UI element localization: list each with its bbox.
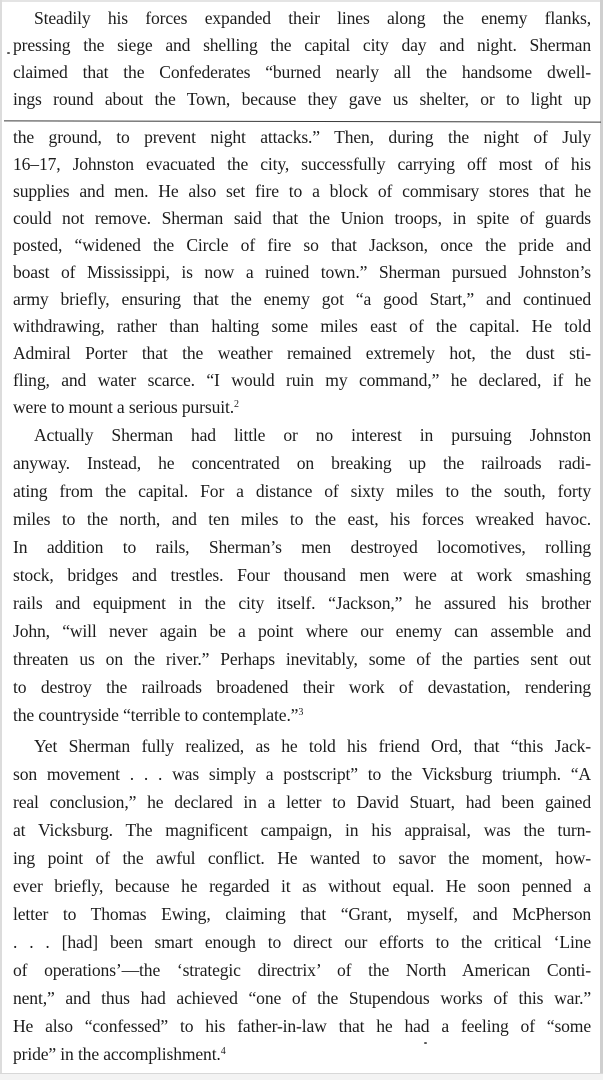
text-line: Actually Sherman had little or no interest in pursuing Johnston	[34, 425, 591, 445]
text-line: ating from the capital. For a distance of sixty miles to the south, forty	[13, 481, 591, 501]
text-line: ing point of the awful conflict. He wanted to savor the moment, how-	[13, 848, 591, 868]
text-line: ings round about the Town, because they gave us shelter, or to light up	[13, 89, 591, 109]
text-line: John, “will never again be a point where our enemy can assemble and	[13, 621, 591, 641]
text-line: He also “confessed” to his father-in-law that he had a feeling of “some	[13, 1016, 591, 1036]
text-line: at Vicksburg. The magnificent campaign, in his appraisal, was the turn-	[13, 820, 591, 840]
text-line: real conclusion,” he declared in a letter to David Stuart, had been gained	[13, 792, 591, 812]
text-line: letter to Thomas Ewing, claiming that “Grant, myself, and McPherson	[13, 904, 591, 924]
text-line: were to mount a serious pursuit.	[13, 397, 234, 417]
text-line: could not remove. Sherman said that the Union troops, in spite of guards	[13, 208, 591, 228]
clipping-divider-line	[4, 120, 601, 122]
text-line: pride” in the accomplishment.	[13, 1044, 221, 1064]
text-line: son movement . . . was simply a postscript” to the Vicksburg triumph. “A	[13, 764, 591, 784]
text-line: army briefly, ensuring that the enemy got “a good Start,” and continued	[13, 289, 591, 309]
text-line: fling, and water scarce. “I would ruin my command,” he declared, if he	[13, 370, 591, 390]
text-line: withdrawing, rather than halting some miles east of the capital. He told	[13, 316, 591, 336]
scan-bottom-edge	[0, 1073, 603, 1080]
footnote-marker: 3	[298, 707, 304, 718]
text-line-last	[13, 1041, 591, 1068]
text-line: the ground, to prevent night attacks.” Then, during the night of July	[13, 127, 591, 147]
text-line: In addition to rails, Sherman’s men destroyed locomotives, rolling	[13, 537, 591, 557]
text-line: nent,” and thus had achieved “one of the Stupendous works of this war.”	[13, 988, 591, 1008]
text-line: stock, bridges and trestles. Four thousand men were at work smashing	[13, 565, 591, 585]
text-line: pressing the siege and shelling the capital city day and night. Sherman	[13, 35, 591, 55]
text-line: miles to the north, and ten miles to the east, his forces wreaked havoc.	[13, 509, 591, 529]
text-line-last	[13, 702, 591, 729]
footnote-marker: 2	[233, 399, 239, 410]
text-line: ever briefly, because he regarded it as without equal. He soon penned a	[13, 876, 591, 896]
text-line: rails and equipment in the city itself. “Jackson,” he assured his brother	[13, 593, 591, 613]
text-line: claimed that the Confederates “burned nearly all the handsome dwell-	[13, 62, 591, 82]
text-line: . . . [had] been smart enough to direct our efforts to the critical ‘Line	[13, 932, 591, 952]
text-line: the countryside “terrible to contemplate.”	[13, 705, 299, 725]
text-line: posted, “widened the Circle of fire so that Jackson, once the pride and	[13, 235, 591, 255]
scan-speck	[424, 1042, 427, 1044]
text-line: to destroy the railroads broadened their work of devastation, rendering	[13, 677, 591, 697]
text-line-last	[13, 394, 591, 421]
text-line: Admiral Porter that the weather remained extremely hot, the dust sti-	[13, 343, 591, 363]
text-line: anyway. Instead, he concentrated on breaking up the railroads radi-	[13, 453, 591, 473]
text-line: of operations’—the ‘strategic directrix’ of the North American Conti-	[13, 960, 591, 980]
text-line: Steadily his forces expanded their lines along the enemy flanks,	[34, 8, 591, 28]
footnote-marker: 4	[220, 1046, 226, 1057]
text-line: 16–17, Johnston evacuated the city, successfully carrying off most of his	[13, 154, 591, 174]
text-line: boast of Mississippi, is now a ruined town.” Sherman pursued Johnston’s	[13, 262, 591, 282]
text-line: Yet Sherman fully realized, as he told his friend Ord, that “this Jack-	[34, 736, 591, 756]
scan-speck	[7, 52, 10, 54]
text-line: threaten us on the river.” Perhaps inevitably, some of the parties sent out	[13, 649, 591, 669]
text-line: supplies and men. He also set fire to a block of commisary stores that he	[13, 181, 591, 201]
scan-top-edge	[0, 0, 603, 2]
scan-left-edge	[0, 0, 2, 1080]
